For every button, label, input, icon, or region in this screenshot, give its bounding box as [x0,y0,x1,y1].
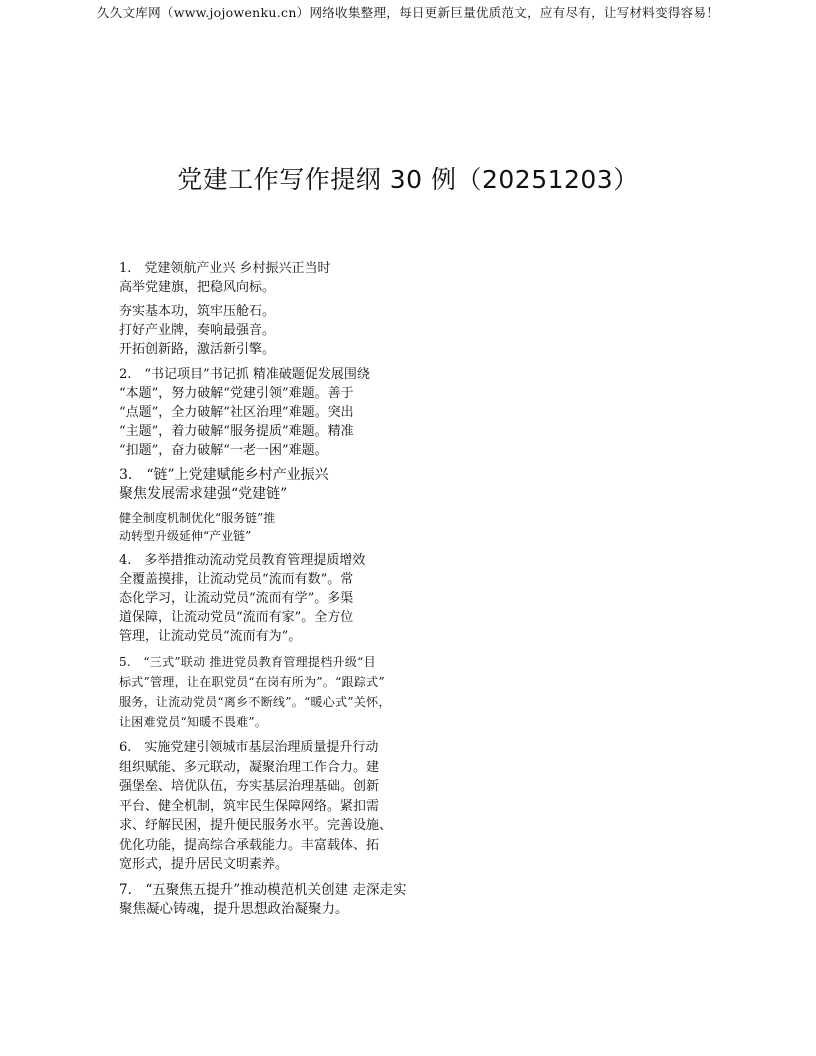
text-line: 服务，让流动党员“离乡不断线”。“暖心式”关怀， [119,695,391,709]
page-header: 久久文库网（www.jojowenku.cn）网络收集整理，每日更新巨量优质范文，应有尽有，让写材料变得容易！ [96,5,720,20]
text-line: 打好产业牌，奏响最强音。 [119,323,276,338]
section-3 [119,466,559,545]
section-7 [119,881,559,919]
document-body [119,259,559,925]
section-heading: 7. “五聚焦五提升”推动模范机关创建 走深走实 [119,881,407,898]
section-heading: 1. 党建领航产业兴 乡村振兴正当时 [119,261,331,276]
text-line: “扣题”，奋力破解“一老一困”难题。 [119,443,328,458]
text-line: 态化学习，让流动党员“流而有学”。多渠 [119,591,354,606]
section-heading: 6. 实施党建引领城市基层治理质量提升行动 [119,740,379,755]
section-1 [119,259,559,359]
text-line: 标式”管理，让在职党员“在岗有所为”。“跟踪式” [119,675,385,689]
text-line: 让困难党员“知暖不畏难”。 [119,715,268,729]
section-2 [119,365,559,460]
section-6 [119,738,559,875]
section-heading: 3. “链”上党建赋能乡村产业振兴 [119,467,329,483]
text-line: 全覆盖摸排，让流动党员“流而有数”。常 [119,572,354,587]
text-line: 聚焦凝心铸魂，提升思想政治凝聚力。 [119,900,349,917]
text-line: 聚焦发展需求建强“党建链” [119,486,288,502]
text-line: 强堡垒、培优队伍，夯实基层治理基础。创新 [119,779,380,794]
text-line: “主题”，着力破解“服务提质”难题。精准 [119,424,354,439]
text-line: 宽形式，提升居民文明素养。 [119,857,289,872]
text-line: 平台、健全机制，筑牢民生保障网络。紧扣需 [119,798,380,814]
section-5 [119,652,559,732]
text-line: “本题”，努力破解“党建引领”难题。善于 [119,386,354,401]
text-line: “点题”，全力破解“社区治理”难题。突出 [119,405,354,420]
section-heading: 2. “书记项目”书记抓 精准破题促发展围绕 [119,367,370,382]
section-4 [119,551,559,646]
text-line: 动转型升级延伸“产业链” [119,529,252,543]
text-line: 求、纾解民困，提升便民服务水平。完善设施、 [119,818,393,833]
text-line: 优化功能，提高综合承载能力。丰富载体、拓 [119,837,380,853]
text-line: 道保障，让流动党员“流而有家”。全方位 [119,610,354,625]
text-line: 管理，让流动党员“流而有为”。 [119,629,302,644]
text-line: 夯实基本功，筑牢压舱石。 [119,304,276,319]
text-line: 健全制度机制优化“服务链”推 [119,511,276,525]
section-heading: 5. “三式”联动 推进党员教育管理提档升级“目 [119,655,376,669]
section-heading: 4. 多举措推动流动党员教育管理提质增效 [119,553,366,568]
document-title: 党建工作写作提纲 30 例（20251203） [177,165,639,194]
text-line: 开拓创新路，激活新引擎。 [119,342,276,357]
text-line: 高举党建旗，把稳风向标。 [119,280,276,295]
text-line: 组织赋能、多元联动，凝聚治理工作合力。建 [119,759,380,775]
